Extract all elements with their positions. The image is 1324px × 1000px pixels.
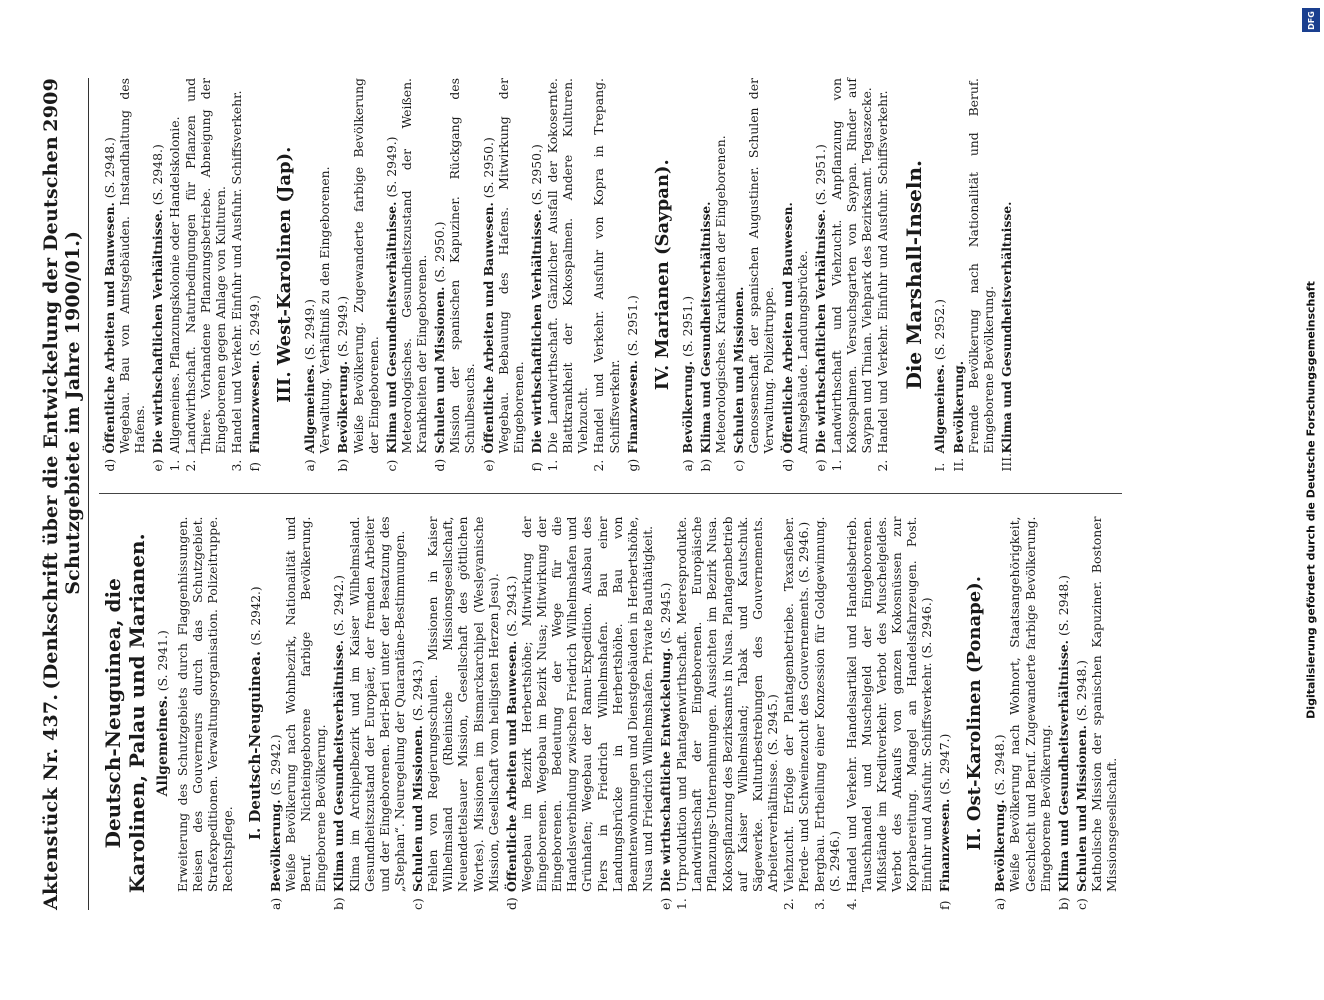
- outline-item: [432, 78, 477, 472]
- item-label: I.: [932, 462, 948, 472]
- sub-item-number: 2.: [875, 459, 891, 472]
- page-reference: (S. 2943.): [410, 659, 425, 722]
- outline-item: [698, 78, 728, 472]
- sub-item-text: Handel und Verkehr. Einfuhr und Ausfuhr. Schiffsverkehr.: [875, 90, 891, 454]
- item-label: III.: [998, 452, 1014, 472]
- section-items: [268, 517, 953, 911]
- column-rule: [99, 494, 1122, 495]
- item-label: d): [432, 458, 448, 472]
- item-text: Fremde Bevölkerung nach Nationalität und Beruf. Eingeborene Bevölkerung.: [965, 78, 996, 454]
- item-label: a): [267, 897, 283, 910]
- sub-item-text: Handel und Verkehr. Handelsartikel und Handelsbetrieb. Tauschhandel und Muschelgeld der Eingeborenen. Mißstände im Kreditverkehr. Verbot des Muschelgeldes. Verbot des Ankaufs von ganzen Kokosnüssen zur Koprabereitung. Mangel an Handelsfahrzeugen. Post. Einfuhr und Ausfuhr. Schiffsverkehr. (S. 2946.): [843, 516, 935, 892]
- item-heading: Klima und Gesundheitsverhältnisse.: [697, 201, 713, 454]
- outline-item: [999, 78, 1014, 472]
- item-label: e): [812, 459, 828, 472]
- outline-item: [680, 78, 695, 472]
- section-title: III. West-Karolinen (Jap).: [274, 146, 296, 403]
- item-label: e): [150, 459, 166, 472]
- sub-item-text: Landwirthschaft. Naturbedingungen für Pflanzen und Thiere. Vorhandene Pflanzungsbetriebe. Abneigung der Eingeborenen gegen Anlage von Kulturen.: [182, 78, 228, 454]
- sub-item-number: 2.: [781, 898, 796, 910]
- section-items: [932, 78, 1014, 472]
- item-label: b): [331, 897, 347, 910]
- sub-item-number: 1.: [828, 459, 844, 472]
- item-label: c): [383, 459, 399, 472]
- item-heading: Öffentliche Arbeiten und Bauwesen.: [102, 202, 117, 454]
- item-heading: Schulen und Missionen.: [1073, 725, 1089, 892]
- page-reference: (S. 2942.): [267, 734, 283, 796]
- sub-item: [229, 78, 244, 472]
- item-heading: Allgemeines.: [302, 364, 318, 454]
- outline-item: [813, 78, 891, 472]
- outline-item: [951, 78, 996, 472]
- header-title: (Denkschrift über die Entwickelung der Deutschen Schutzgebiete im Jahre 1900/01.): [40, 136, 84, 690]
- outline-item: [504, 517, 655, 911]
- page-reference: (S. 2948.): [150, 144, 166, 206]
- allgemeines-text: Erweiterung des Schutzgebiets durch Flaggenhissungen. Reisen des Gouverneurs durch das Schutzgebiet. Strafexpeditionen. Verwaltungsorganisation. Polizeitruppe. Rechtspflege.: [175, 516, 236, 892]
- document-page: [22, 50, 1302, 950]
- item-text: Weiße Bevölkerung. Zugewanderte farbige Bevölkerung der Eingeborenen.: [350, 78, 381, 454]
- sub-item-text: Bergbau. Ertheilung einer Konzession für Goldgewinnung. (S. 2946.): [812, 516, 843, 892]
- outline-item: [335, 78, 380, 472]
- page-reference: (S. 2947.): [937, 733, 953, 795]
- page-reference: (S. 2945.): [658, 582, 673, 644]
- section-title: II. Ost-Karolinen (Ponape).: [964, 576, 986, 851]
- page-reference: (S. 2949.): [302, 299, 318, 361]
- outline-item: [102, 78, 147, 472]
- outline-item: [658, 517, 934, 911]
- item-heading: Klima und Gesundheitsverhältnisse.: [998, 201, 1014, 454]
- outline-item: [268, 517, 329, 911]
- page-reference: (S. 2943.): [503, 575, 519, 637]
- section-items: [992, 517, 1119, 911]
- chapter-title: Deutsch-Neuguinea, die Karolinen, Palau und Marianen.: [101, 533, 149, 894]
- sub-item-number: 3.: [229, 459, 244, 472]
- item-label: II.: [950, 457, 966, 472]
- item-text: Genossenschaft der spanischen Augustiner. Schulen der Verwaltung. Polizeitruppe.: [746, 78, 777, 454]
- item-heading: Klima und Gesundheitsverhältnisse.: [331, 640, 347, 892]
- sub-item: [828, 78, 875, 472]
- item-label: b): [1055, 897, 1071, 910]
- item-heading: Schulen und Missionen.: [731, 286, 747, 454]
- outline-item: [1056, 517, 1071, 911]
- item-heading: Finanzwesen.: [247, 360, 263, 454]
- item-text: Katholische Mission der spanischen Kapuziner. Bostoner Missionsgesellschaft.: [1089, 516, 1120, 892]
- outline-item: [932, 78, 947, 472]
- page-reference: (S. 2952.): [932, 299, 948, 361]
- outline-item: [937, 517, 952, 911]
- item-heading: Öffentliche Arbeiten und Bauwesen.: [503, 640, 519, 892]
- digitization-credit: Digitalisierung gefördert durch die Deutsche Forschungsgemeinschaft: [1304, 281, 1318, 719]
- running-header: [40, 78, 89, 910]
- sub-item-number: 2.: [182, 459, 198, 472]
- page-reference: (S. 2950.): [432, 221, 448, 283]
- outline-item: [481, 78, 526, 472]
- item-heading: Öffentliche Arbeiten und Bauwesen.: [779, 202, 795, 454]
- item-text: Mission der spanischen Kapuziner. Rückgang des Schulbesuchs.: [447, 78, 478, 454]
- section-title: Die Marshall-Inseln.: [902, 160, 927, 390]
- page-reference: (S. 2948.): [102, 137, 117, 199]
- sub-item-number: 2.: [591, 459, 607, 472]
- item-label: d): [779, 458, 795, 472]
- section-items: [102, 78, 262, 472]
- item-text: Wegebau. Bau von Amtsgebäuden. Instandhaltung des Hafens.: [117, 78, 148, 454]
- item-label: f): [247, 462, 263, 472]
- sub-item-number: 3.: [812, 898, 828, 910]
- item-text: Wegebau. Bebauung des Hafens. Mitwirkung der Eingeborenen.: [495, 78, 526, 454]
- page-reference: (S. 2950.): [528, 144, 544, 206]
- sub-item-text: Allgemeines. Pflanzungskolonie oder Handelskolonie.: [166, 116, 182, 454]
- page-reference: (S. 2948.): [1073, 659, 1089, 722]
- allgemeines-heading: Allgemeines. (S. 2941.): [155, 630, 171, 797]
- item-heading: Öffentliche Arbeiten und Bauwesen.: [480, 202, 496, 454]
- outline-item: [780, 78, 810, 472]
- item-label: b): [697, 458, 713, 472]
- outline-item: [384, 78, 429, 472]
- outline-item: [410, 517, 501, 911]
- sub-item: [781, 516, 812, 910]
- page-reference: (S. 2951.): [624, 295, 640, 357]
- item-label: b): [335, 458, 351, 472]
- sub-item-number: 1.: [545, 459, 561, 472]
- item-label: e): [658, 897, 673, 910]
- item-text: Fehlen von Regierungsschulen. Missionen in Kaiser Wilhelmsland (Rheinische Missionsgesellschaft, Neuendettelsauer Mission, Gesellschaft des göttlichen Wortes). Missionen im Bismarckarchipel (Wesleyanische Mission, Gesellschaft vom heiligsten Herzen Jesu).: [425, 516, 501, 892]
- section-items: [302, 78, 640, 472]
- item-heading: Finanzwesen.: [937, 798, 953, 892]
- page-reference: (S. 2948.): [992, 734, 1008, 796]
- sub-item-text: Landwirthschaft und Viehzucht. Anpflanzung von Kokospalmen. Versuchsgarten von Saypan. Rinder auf Saypan und Tinian. Viehpark des Bezirksamt. Tegaszecke.: [828, 78, 875, 454]
- item-heading: Die wirthschaftlichen Verhältnisse.: [150, 209, 166, 454]
- sub-item-text: Handel und Verkehr. Ausfuhr von Kopra in Trepang. Schiffsverkehr.: [591, 78, 622, 454]
- page-reference: (S. 2951.): [679, 295, 695, 358]
- item-heading: Die wirthschaftlichen Verhältnisse.: [528, 209, 544, 454]
- section-title: IV. Marianen (Saypan).: [651, 159, 673, 391]
- outline-item: [150, 78, 244, 472]
- item-label: d): [102, 458, 117, 472]
- sub-item: [182, 78, 228, 472]
- item-text: Meteorologisches. Gesundheitszustand der Weißen. Krankheiten der Eingeborenen.: [398, 78, 430, 454]
- item-heading: Bevölkerung.: [950, 360, 966, 454]
- item-label: a): [679, 459, 695, 472]
- item-heading: Bevölkerung.: [335, 360, 351, 454]
- outline-item: [331, 517, 407, 911]
- page-reference: (S. 2949.): [335, 295, 351, 358]
- page-reference: (S. 2948.): [1055, 574, 1071, 637]
- item-heading: Klima und Gesundheitsverhältnisse.: [383, 201, 399, 454]
- sub-item-text: Handel und Verkehr. Einfuhr und Ausfuhr. Schiffsverkehr.: [229, 90, 244, 454]
- item-heading: Klima und Gesundheitsverhältnisse.: [1055, 640, 1071, 892]
- item-heading: Bevölkerung.: [267, 799, 283, 892]
- item-heading: Die wirthschaftlichen Verhältnisse.: [812, 209, 828, 454]
- item-text: Weiße Bevölkerung nach Wohnort, Staatsangehörigkeit, Geschlecht und Beruf. Zugewanderte farbige Bevölkerung. Eingeborene Bevölkerung.: [1007, 516, 1053, 892]
- document-number: Aktenstück Nr. 437.: [40, 693, 62, 910]
- sub-item: [843, 516, 935, 910]
- page-reference: (S. 2949.): [383, 136, 399, 198]
- item-text: Weiße Bevölkerung nach Wohnbezirk, Nationalität und Beruf. Nichteingeborene farbige Bevölkerung. Eingeborene Bevölkerung.: [283, 516, 329, 892]
- outline-item: [731, 78, 776, 472]
- sub-item-text: Die Landwirthschaft. Gänzlicher Ausfall der Kokosernte. Blattkrankheit der Kokospalmen. Andere Kulturen. Viehzucht.: [545, 78, 591, 454]
- item-text: Meteorologisches. Krankheiten der Eingeborenen.: [713, 135, 729, 454]
- item-label: f): [528, 462, 544, 472]
- item-label: e): [480, 459, 496, 472]
- item-heading: Finanzwesen.: [624, 360, 640, 454]
- sub-item-number: 4.: [843, 898, 859, 910]
- item-heading: Bevölkerung.: [992, 799, 1008, 892]
- item-label: c): [731, 459, 747, 472]
- outline-item: [247, 78, 262, 472]
- item-heading: Allgemeines.: [932, 364, 948, 454]
- sub-item-number: 1.: [166, 459, 182, 472]
- item-label: a): [992, 897, 1008, 910]
- item-text: Amtsgebäude. Landungsbrücke.: [794, 250, 810, 454]
- sub-item: [591, 78, 622, 472]
- item-label: d): [503, 897, 519, 910]
- item-text: Wegebau im Bezirk Herbertshöhe; Mitwirkung der Eingeborenen. Wegebau im Bezirk Nusa; Mitwirkung der Eingeborenen. Bedeutung der Wege für die Handelsverbindung zwischen Friedrich Wilhelmshafen und Grünhafen; Wegebau der Ramu-Expedition. Ausbau des Piers in Friedrich Wilhelmshafen. Bau einer Landungsbrücke in Herbertshöhe. Bau von Beamtenwohnungen und Dienstgebäuden in Herbertshöhe, Nusa und Friedrich Wilhelmshafen. Private Bauthätigkeit.: [518, 516, 655, 892]
- outline-item: [625, 78, 640, 472]
- outline-item: [529, 78, 622, 472]
- sub-item: [166, 78, 182, 472]
- sub-item-number: 1.: [674, 898, 690, 910]
- sub-item: [812, 516, 843, 910]
- outline-item: [992, 517, 1053, 911]
- item-label: g): [624, 458, 640, 472]
- page-reference: (S. 2950.): [480, 137, 496, 199]
- sub-item: [545, 78, 591, 472]
- sub-item: [875, 78, 891, 472]
- item-heading: Bevölkerung.: [679, 360, 695, 454]
- sub-item-text: Urproduktion und Plantagenwirthschaft. Meeresprodukte. Landwirthschaft der Eingeborenen. Europäische Pflanzungs-Unternehmungen. Aussichten im Bezirk Nusa. Kokospflanzung des Bezirksamts in Nusa. Plantagenbetrieb auf Kaiser Wilhelmsland; Tabak und Kautschuk. Sägewerke. Kulturbestrebungen des Gouvernements. Arbeiterverhältnisse. (S. 2945.): [674, 516, 780, 892]
- page-reference: (S. 2951.): [812, 144, 828, 206]
- page-reference: (S. 2949.): [247, 295, 263, 357]
- section-title: I. Deutsch-Neuguinea. (S. 2942.): [245, 586, 264, 841]
- item-heading: Die wirthschaftliche Entwickelung.: [658, 647, 673, 892]
- item-text: Verwaltung. Verhältniß zu den Eingeborenen.: [317, 166, 333, 454]
- page-number: 2909: [40, 78, 62, 132]
- item-heading: Schulen und Missionen.: [432, 286, 448, 454]
- item-heading: Schulen und Missionen.: [410, 725, 425, 892]
- dfg-logo: DFG: [1302, 8, 1320, 32]
- sub-item: [674, 516, 780, 910]
- section-items: [680, 78, 891, 472]
- outline-item: [1074, 517, 1119, 911]
- page-reference: (S. 2942.): [331, 574, 347, 637]
- item-label: c): [1073, 898, 1089, 910]
- item-label: a): [302, 459, 318, 472]
- item-label: f): [937, 900, 953, 910]
- item-text: Klima im Archipelbezirk und im Kaiser Wilhelmsland. Gesundheitszustand der Europäer, der fremden Arbeiter und der Eingeborenen. Beri-Beri unter der Besatzung des „Stephan“. Neuregelung der Quarantäne-Bestimmungen.: [346, 516, 407, 892]
- right-column: [99, 78, 1122, 472]
- left-column: [99, 517, 1122, 911]
- item-label: c): [410, 898, 425, 910]
- sub-item-text: Viehzucht. Erfolge der Plantagenbetriebe. Texasfieber. Pferde- und Schweinezucht des Gouvernements. (S. 2946.): [781, 516, 812, 892]
- outline-item: [302, 78, 332, 472]
